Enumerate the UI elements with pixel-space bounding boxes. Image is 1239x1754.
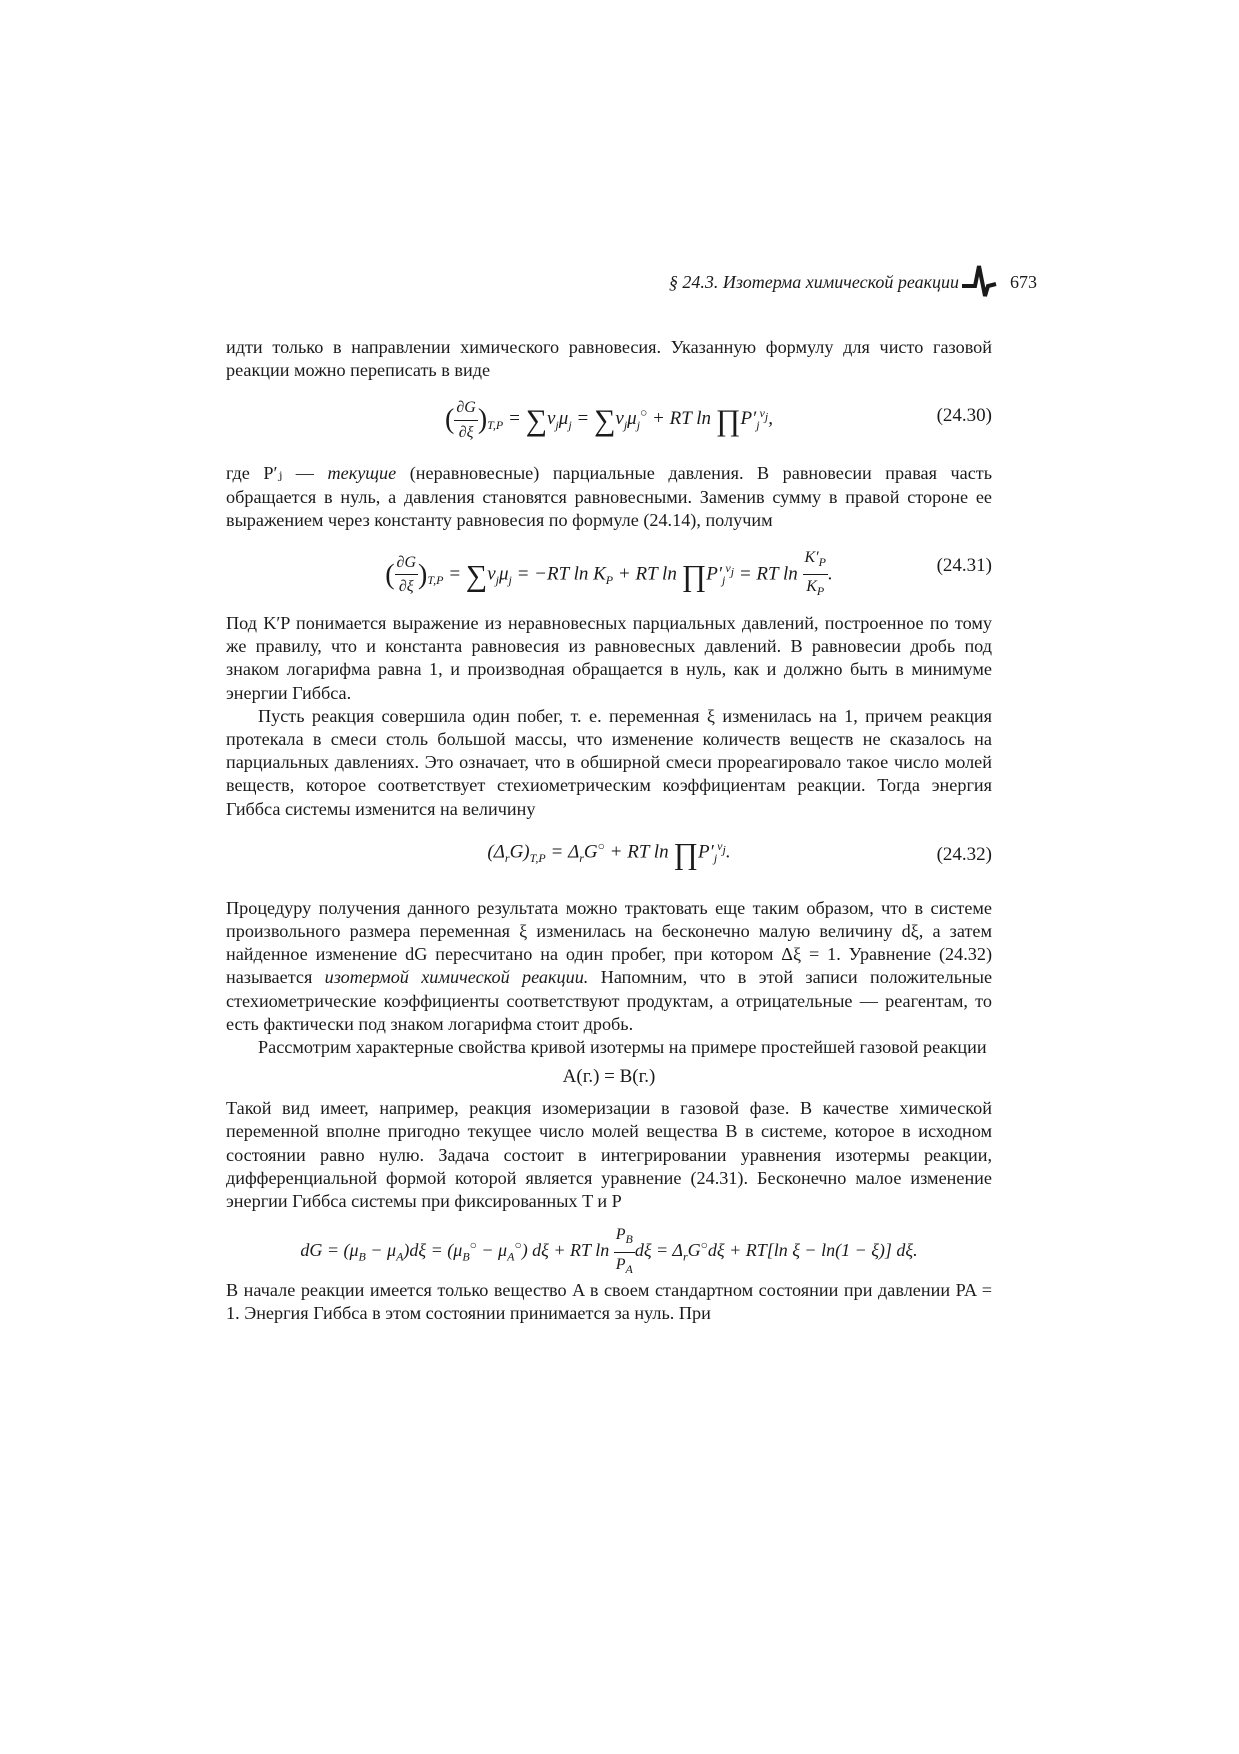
equation-body: dG = $(\mu_B - \mu_A)d\xi = (\mu_B^○ - \mu_A^○) d\xi$ + RT ln $\frac{P_B}{P_A}$ $d\xi = \Delta_rG^○d\xi + RT[\ln$ ξ − ln(1 − ξ)] dξ. <box>226 1223 992 1281</box>
paragraph: Пусть реакция совершила один побег, т. е. переменная ξ изменилась на 1, причем реакция протекала в смеси столь большой массы, что изменение количеств веществ не сказалось на парциальных давлениях. Это означает, что в обширной смеси прореагировало такое число молей веществ, которое соответствует стехиометрическим коэффициентам реакции. Тогда энергия Гиббса системы изменится на величину <box>226 705 992 819</box>
paragraph: Процедуру получения данного результата можно трактовать еще таким образом, что в системе произвольного размера переменная ξ изменилась на бесконечно малую величину dξ, а затем найденное изменение dG пересчитано на один пробег, при котором Δξ = 1. Уравнение (24.32) называется изотермой химической реакции. Напомним, что в этой записи положительные стехиометрические коэффициенты соответствуют продуктам, а отрицательные — реагентам, то есть фактически под знаком логарифма стоит дробь. <box>226 897 993 1034</box>
equation-number: (24.30) <box>936 405 992 427</box>
equation-body: A(г.) = B(г.) <box>562 1066 656 1088</box>
equation-body: ( $\frac{\partial G}{\partial\xi}$ )$_{T,P} = \sum\nu_j\mu_j = \sum\nu_j\mu_j^○$ + RT $\ln \prod P'_j^{\nu_j}$, <box>226 396 992 443</box>
equation-24-31 <box>226 532 992 612</box>
equation-number: (24.31) <box>936 555 992 577</box>
equation-24-32 <box>226 821 992 897</box>
equation-body: ( $\frac{\partial G}{\partial\xi}$ )$_{T,P} = \sum\nu_j\mu_j = -RT$ $\ln K_P$ + RT $\ln \prod P'_j^{\nu_j}$ = RT ln $\frac{K'_P}{K_P}$ . <box>226 546 992 604</box>
equation-number: (24.32) <box>936 843 992 865</box>
reaction-equation <box>226 1059 992 1097</box>
page-number: 673 <box>1010 272 1037 292</box>
equation-dG <box>226 1213 992 1279</box>
paragraph: идти только в направлении химического равновесия. Указанную формулу для чисто газовой реакции можно переписать в виде <box>226 337 992 381</box>
paragraph: Рассмотрим характерные свойства кривой изотермы на примере простейшей газовой реакции <box>258 1037 987 1058</box>
main-text <box>226 336 992 1326</box>
section-title: § 24.3. Изотерма химической реакции <box>668 272 959 292</box>
paragraph: где P′ⱼ — текущие (неравновесные) парциальные давления. В равновесии правая часть обращается в нуль, а давления становятся равновесными. Заменив сумму в правой стороне ее выражением через константу равновесия по формуле (24.14), получим <box>226 463 993 530</box>
running-header <box>560 270 1037 306</box>
equation-body: $(\Delta_rG)_{T,P} = \Delta_rG^○$ + RT $\ln \prod P'_j^{\nu_j}$. <box>487 837 731 871</box>
paragraph: Такой вид имеет, например, реакция изомеризации в газовой фазе. В качестве химической переменной вполне пригодно текущее число молей вещества B в системе, которое в исходном состоянии равно нулю. Задача состоит в интегрировании уравнения изотермы реакции, дифференциальной формой которой является уравнение (24.31). Бесконечно малое изменение энергии Гиббса системы при фиксированных T и P <box>226 1098 992 1212</box>
waveform-logo-icon <box>961 264 997 303</box>
equation-24-30 <box>226 382 992 462</box>
paragraph: В начале реакции имеется только вещество A в своем стандартном состоянии при давлении PA = 1. Энергия Гиббса в этом состоянии принимается за нуль. При <box>226 1280 992 1324</box>
paragraph: Под K′P понимается выражение из неравновесных парциальных давлений, построенное по тому же правилу, что и константа равновесия из равновесных давлений. В равновесии дробь под знаком логарифма равна 1, и производная обращается в нуль, как и должно быть в минимуме энергии Гиббса. <box>226 613 992 703</box>
